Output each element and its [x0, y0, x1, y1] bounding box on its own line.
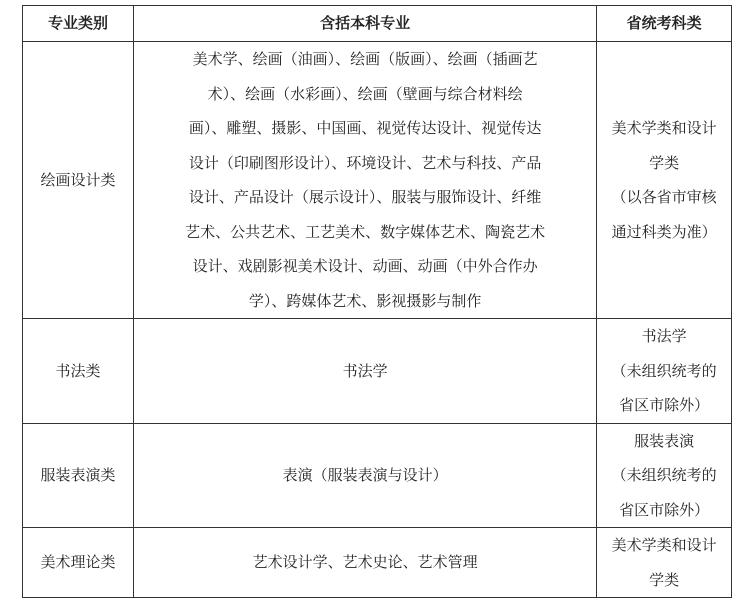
majors-line: 设计、产品设计（展示设计）、服装与服饰设计、纤维 [188, 188, 542, 206]
category-cell: 服装表演类 [23, 423, 134, 528]
major-category-table [22, 5, 732, 598]
exam-line: 书法学 [641, 327, 687, 345]
exam-line: 美术学类和设计 [611, 119, 717, 137]
table-row [23, 423, 732, 528]
exam-line: 通过科类为准） [611, 222, 717, 241]
exam-cell [597, 423, 732, 528]
header-majors: 含括本科专业 [133, 6, 596, 42]
exam-line: 省区市除外） [619, 396, 710, 414]
majors-line: 艺术设计学、艺术史论、艺术管理 [252, 553, 478, 572]
exam-line: 服装表演 [634, 431, 695, 450]
majors-line: 设计（印刷图形设计）、环境设计、艺术与科技、产品 [188, 153, 542, 172]
majors-line: 设计、戏剧影视美术设计、动画、动画（中外合作办 [192, 257, 538, 275]
category-cell: 书法类 [23, 319, 134, 424]
table-header-row [23, 6, 732, 42]
exam-line: 学类 [649, 153, 680, 172]
majors-line: 术）、绘画（水彩画）、绘画（壁画与综合材料绘 [207, 84, 523, 103]
table-row [23, 319, 732, 424]
majors-line: 学）、跨媒体艺术、影视摄影与制作 [248, 291, 482, 310]
exam-line: 美术学类和设计 [611, 536, 717, 554]
header-category: 专业类别 [23, 6, 134, 42]
table-row [23, 42, 732, 319]
exam-line: 学类 [649, 570, 680, 589]
majors-cell [133, 319, 596, 424]
exam-line: （未组织统考的 [611, 466, 717, 484]
exam-line: （未组织统考的 [611, 361, 717, 380]
majors-cell [133, 423, 596, 528]
exam-cell [597, 528, 732, 598]
exam-line: 省区市除外） [619, 500, 710, 519]
category-cell: 绘画设计类 [23, 42, 134, 319]
majors-line: 画）、雕塑、摄影、中国画、视觉传达设计、视觉传达 [188, 119, 542, 137]
category-cell: 美术理论类 [23, 528, 134, 598]
majors-line: 艺术、公共艺术、工艺美术、数字媒体艺术、陶瓷艺术 [185, 222, 546, 241]
exam-cell [597, 319, 732, 424]
table-row [23, 528, 732, 598]
exam-cell [597, 42, 732, 319]
majors-cell [133, 528, 596, 598]
header-exam: 省统考科类 [597, 6, 732, 42]
exam-line: （以各省市审核 [611, 188, 717, 206]
majors-line: 美术学、绘画（油画）、绘画（版画）、绘画（插画艺 [192, 50, 538, 68]
majors-line: 表演（服装表演与设计） [282, 466, 448, 484]
majors-line: 书法学 [342, 361, 388, 380]
majors-cell [133, 42, 596, 319]
